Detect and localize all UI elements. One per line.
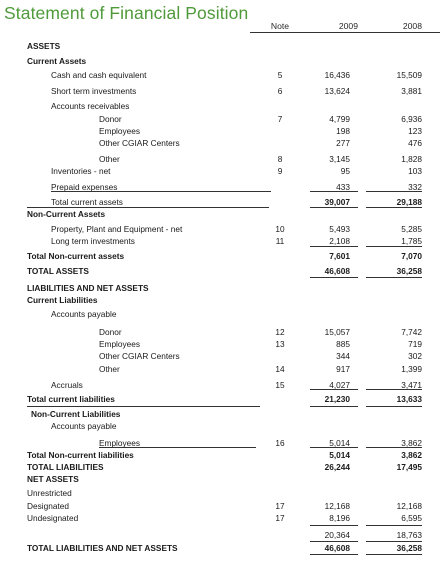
row-label: TOTAL LIABILITIES (27, 462, 104, 472)
row-value-2008: 1,785 (401, 236, 422, 246)
row-value-2008: 302 (408, 351, 422, 361)
row-label: Accounts receivables (51, 101, 130, 111)
row-value-2009: 2,108 (329, 236, 350, 246)
row-label: TOTAL LIABILITIES AND NET ASSETS (27, 543, 178, 553)
row-label: Non-Current Liabilities (31, 409, 121, 419)
underline-rule (310, 207, 358, 208)
underline-rule (366, 191, 422, 192)
row-label: Current Liabilities (27, 295, 98, 305)
row-label: Designated (27, 501, 69, 511)
row-value-2008: 29,188 (396, 197, 422, 207)
row-value-2009: 15,057 (324, 327, 350, 337)
row-note: 15 (275, 380, 285, 390)
underline-rule (310, 447, 358, 448)
row-label: Donor (99, 327, 122, 337)
row-value-2009: 5,493 (329, 224, 350, 234)
row-label: Prepaid expenses (51, 182, 118, 192)
table-row (0, 326, 442, 338)
table-row (0, 265, 442, 277)
row-value-2009: 885 (336, 339, 350, 349)
row-value-2008: 6,595 (401, 513, 422, 523)
row-value-2008: 7,070 (401, 251, 422, 261)
row-value-2008: 18,763 (396, 530, 422, 540)
row-note: 17 (275, 513, 285, 523)
note-column-header: Note (270, 21, 290, 31)
table-row (0, 125, 442, 137)
row-value-2008: 1,828 (401, 154, 422, 164)
row-value-2009: 7,601 (329, 251, 350, 261)
underline-rule (310, 191, 358, 192)
row-label: Other CGIAR Centers (99, 351, 180, 361)
underline-rule (27, 207, 269, 208)
table-row (0, 338, 442, 350)
table-row (0, 512, 442, 524)
row-value-2008: 476 (408, 138, 422, 148)
table-row (0, 223, 442, 235)
table-row (0, 282, 442, 294)
row-label: Employees (99, 339, 141, 349)
table-row (0, 137, 442, 149)
underline-rule (366, 447, 422, 448)
underline-rule (310, 525, 358, 526)
row-value-2008: 13,633 (396, 394, 422, 404)
row-label: Accounts payable (51, 309, 117, 319)
row-label: Cash and cash equivalent (51, 70, 147, 80)
row-value-2008: 1,399 (401, 364, 422, 374)
table-row (0, 100, 442, 112)
row-value-2008: 36,258 (396, 266, 422, 276)
row-value-2009: 21,230 (324, 394, 350, 404)
row-value-2009: 344 (336, 351, 350, 361)
row-value-2008: 103 (408, 166, 422, 176)
row-note: 10 (275, 224, 285, 234)
row-note: 13 (275, 339, 285, 349)
row-label: Inventories - net (51, 166, 111, 176)
table-row (0, 208, 442, 220)
underline-rule (310, 541, 358, 542)
underline-rule (366, 525, 422, 526)
row-label: Short term investments (51, 86, 137, 96)
underline-rule (366, 246, 422, 247)
row-value-2009: 433 (336, 182, 350, 192)
table-row (0, 461, 442, 473)
row-value-2008: 17,495 (396, 462, 422, 472)
row-value-2008: 3,881 (401, 86, 422, 96)
row-value-2008: 3,862 (401, 450, 422, 460)
row-note: 17 (275, 501, 285, 511)
row-value-2008: 3,471 (401, 380, 422, 390)
row-label: Other CGIAR Centers (99, 138, 180, 148)
row-label: ASSETS (27, 41, 61, 51)
underline-rule (27, 406, 260, 407)
row-label: TOTAL ASSETS (27, 266, 89, 276)
row-value-2009: 4,799 (329, 114, 350, 124)
underline-rule (310, 406, 358, 407)
row-value-2009: 95 (340, 166, 350, 176)
table-row (0, 393, 442, 405)
table-row (0, 473, 442, 485)
underline-rule (366, 541, 422, 542)
table-row (0, 250, 442, 262)
row-note: 5 (277, 70, 283, 80)
underline-rule (366, 554, 422, 555)
underline-rule (51, 191, 271, 192)
table-row (0, 350, 442, 362)
row-label: Total Non-current assets (27, 251, 125, 261)
row-label: NET ASSETS (27, 474, 79, 484)
row-note: 12 (275, 327, 285, 337)
row-label: Total current liabilities (27, 394, 115, 404)
row-value-2008: 7,742 (401, 327, 422, 337)
row-value-2009: 4,027 (329, 380, 350, 390)
row-label: Other (99, 364, 120, 374)
row-value-2009: 277 (336, 138, 350, 148)
year-2008-column-header: 2008 (402, 21, 422, 31)
row-label: Non-Current Assets (27, 209, 106, 219)
row-value-2008: 3,862 (401, 438, 422, 448)
row-value-2009: 198 (336, 126, 350, 136)
underline-rule (366, 406, 422, 407)
row-value-2008: 12,168 (396, 501, 422, 511)
row-value-2009: 46,608 (324, 266, 350, 276)
row-note: 14 (275, 364, 285, 374)
row-value-2009: 39,007 (324, 197, 350, 207)
row-note: 7 (277, 114, 283, 124)
row-value-2009: 26,244 (324, 462, 350, 472)
table-row (0, 363, 442, 375)
table-row (0, 308, 442, 320)
table-row (0, 487, 442, 499)
table-row (0, 113, 442, 125)
row-value-2008: 719 (408, 339, 422, 349)
row-label: Property, Plant and Equipment - net (51, 224, 183, 234)
table-row (0, 449, 442, 461)
table-row (0, 542, 442, 554)
row-value-2009: 5,014 (329, 438, 350, 448)
row-label: Employees (99, 438, 141, 448)
row-value-2009: 12,168 (324, 501, 350, 511)
row-label: Employees (99, 126, 141, 136)
underline-rule (366, 207, 422, 208)
row-value-2009: 8,196 (329, 513, 350, 523)
row-value-2008: 123 (408, 126, 422, 136)
row-label: Total current assets (51, 197, 123, 207)
row-label: Other (99, 154, 120, 164)
row-note: 8 (277, 154, 283, 164)
row-value-2009: 917 (336, 364, 350, 374)
row-value-2009: 46,608 (324, 543, 350, 553)
row-label: Accounts payable (51, 421, 117, 431)
underline-rule (310, 554, 358, 555)
statement-title: Statement of Financial Position (4, 3, 249, 23)
header-rule (250, 32, 440, 33)
row-label: Unrestricted (27, 488, 72, 498)
row-value-2009: 3,145 (329, 154, 350, 164)
row-label: Long term investments (51, 236, 135, 246)
underline-rule (99, 447, 256, 448)
table-row (0, 85, 442, 97)
underline-rule (366, 277, 422, 278)
row-label: Undesignated (27, 513, 79, 523)
year-2009-column-header: 2009 (338, 21, 358, 31)
row-value-2009: 20,364 (324, 530, 350, 540)
row-value-2008: 36,258 (396, 543, 422, 553)
row-label: Current Assets (27, 56, 87, 66)
row-label: Donor (99, 114, 122, 124)
table-row (0, 408, 442, 420)
table-row (0, 500, 442, 512)
table-row (0, 420, 442, 432)
row-label: Accruals (51, 380, 83, 390)
table-row (0, 69, 442, 81)
table-row (0, 153, 442, 165)
row-note: 16 (275, 438, 285, 448)
row-value-2009: 16,436 (324, 70, 350, 80)
row-note: 9 (277, 166, 283, 176)
table-row (0, 294, 442, 306)
row-value-2008: 15,509 (396, 70, 422, 80)
table-row (0, 40, 442, 52)
row-value-2009: 13,624 (324, 86, 350, 96)
underline-rule (310, 277, 358, 278)
row-value-2008: 332 (408, 182, 422, 192)
underline-rule (366, 389, 422, 390)
row-label: Total Non-current liabilities (27, 450, 134, 460)
row-note: 6 (277, 86, 283, 96)
table-row (0, 55, 442, 67)
underline-rule (310, 389, 358, 390)
table-row (0, 165, 442, 177)
row-value-2009: 5,014 (329, 450, 350, 460)
underline-rule (310, 246, 358, 247)
table-row (0, 529, 442, 541)
row-value-2008: 5,285 (401, 224, 422, 234)
row-label: LIABILITIES AND NET ASSETS (27, 283, 149, 293)
row-note: 11 (275, 236, 285, 246)
row-value-2008: 6,936 (401, 114, 422, 124)
